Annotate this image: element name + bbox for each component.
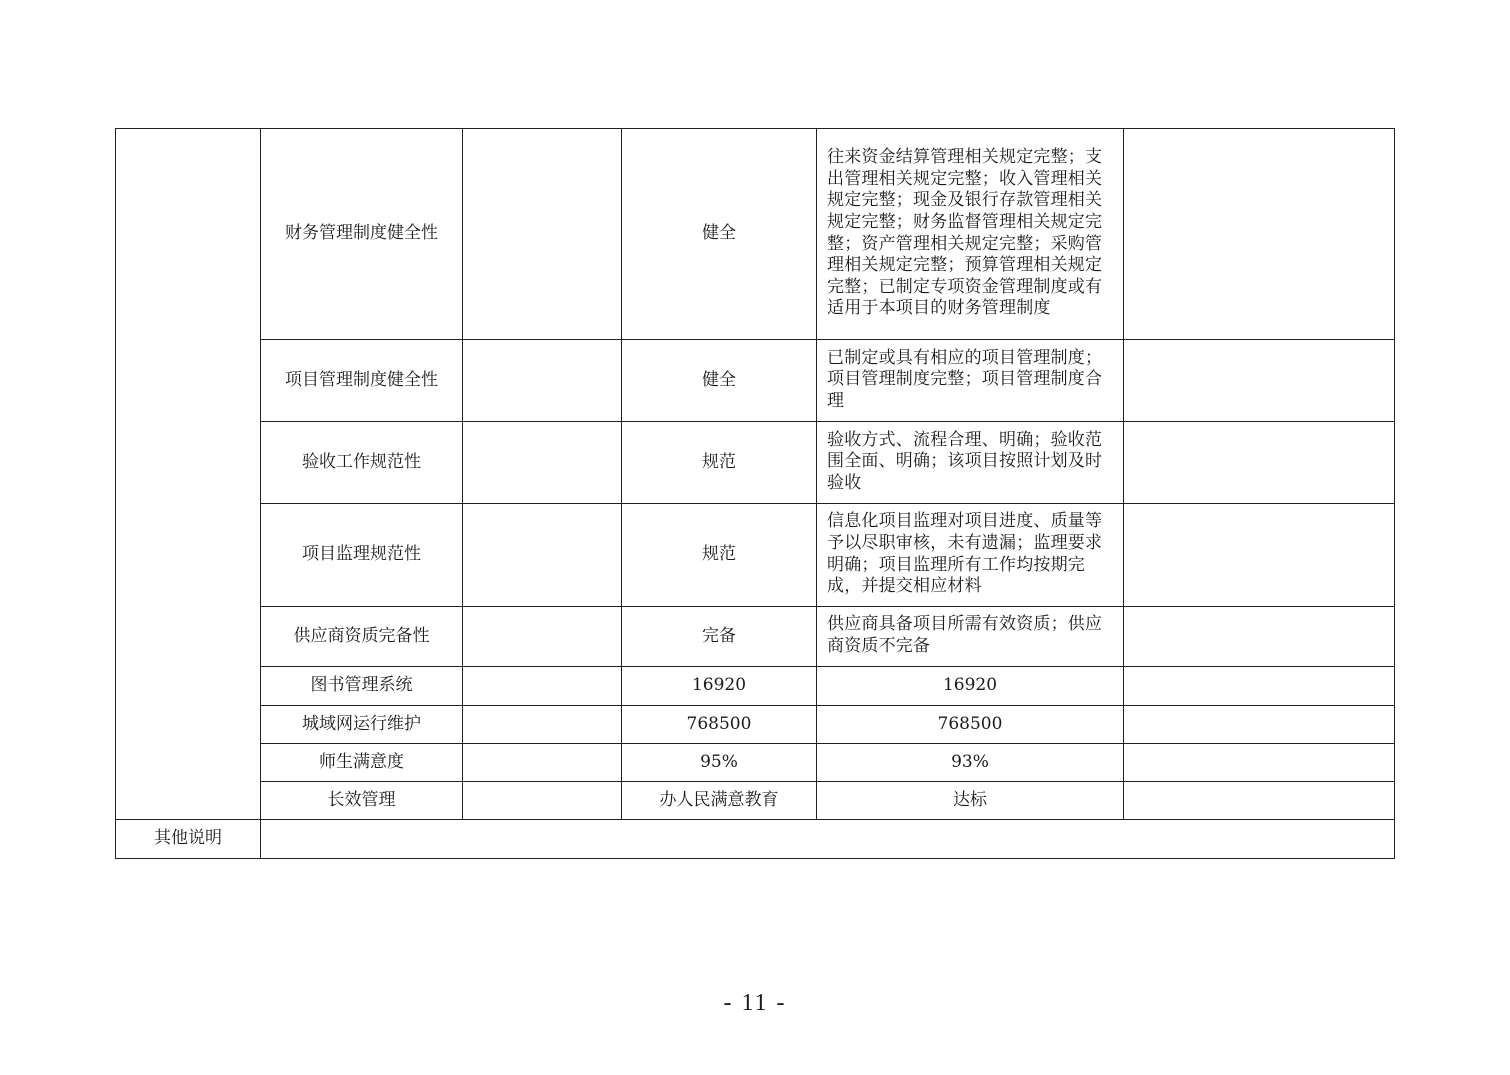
other-notes-value	[261, 820, 1395, 859]
weight-cell	[463, 504, 622, 607]
actual-value-cell: 往来资金结算管理相关规定完整；支出管理相关规定完整；收入管理相关规定完整；现金及银行存款管理相关规定完整；财务监督管理相关规定完整；资产管理相关规定完整；采购管理相关规定完整；预算管理相关规定完整；已制定专项资金管理制度或有适用于本项目的财务管理制度	[817, 129, 1124, 340]
remark-cell	[1124, 607, 1395, 667]
actual-value-cell: 验收方式、流程合理、明确；验收范围全面、明确；该项目按照计划及时验收	[817, 422, 1124, 504]
target-value-cell: 95%	[622, 744, 817, 782]
actual-value-cell: 供应商具备项目所需有效资质；供应商资质不完备	[817, 607, 1124, 667]
actual-value-cell: 达标	[817, 782, 1124, 820]
performance-table	[115, 128, 1395, 859]
remark-cell	[1124, 744, 1395, 782]
indicator-cell: 供应商资质完备性	[261, 607, 463, 667]
target-value-cell: 规范	[622, 422, 817, 504]
target-value-cell: 健全	[622, 340, 817, 422]
target-value-cell: 健全	[622, 129, 817, 340]
weight-cell	[463, 706, 622, 744]
indicator-cell: 城域网运行维护	[261, 706, 463, 744]
table-row	[116, 607, 1395, 667]
weight-cell	[463, 340, 622, 422]
table-row	[116, 504, 1395, 607]
remark-cell	[1124, 422, 1395, 504]
actual-value-cell: 信息化项目监理对项目进度、质量等予以尽职审核，未有遗漏；监理要求明确；项目监理所有工作均按期完成，并提交相应材料	[817, 504, 1124, 607]
indicator-cell: 图书管理系统	[261, 667, 463, 706]
target-value-cell: 规范	[622, 504, 817, 607]
other-notes-row	[116, 820, 1395, 859]
remark-cell	[1124, 129, 1395, 340]
weight-cell	[463, 607, 622, 667]
target-value-cell: 16920	[622, 667, 817, 706]
target-value-cell: 办人民满意教育	[622, 782, 817, 820]
indicator-cell: 财务管理制度健全性	[261, 129, 463, 340]
other-notes-label: 其他说明	[116, 820, 261, 859]
actual-value-cell: 16920	[817, 667, 1124, 706]
remark-cell	[1124, 782, 1395, 820]
weight-cell	[463, 422, 622, 504]
table-row	[116, 706, 1395, 744]
table-row	[116, 422, 1395, 504]
weight-cell	[463, 667, 622, 706]
page-number: - 11 -	[723, 990, 787, 1016]
remark-cell	[1124, 504, 1395, 607]
table-row	[116, 744, 1395, 782]
indicator-cell: 项目监理规范性	[261, 504, 463, 607]
category-merged-cell	[116, 129, 261, 820]
target-value-cell: 768500	[622, 706, 817, 744]
remark-cell	[1124, 340, 1395, 422]
table-row	[116, 667, 1395, 706]
actual-value-cell: 768500	[817, 706, 1124, 744]
table-row	[116, 782, 1395, 820]
table-row	[116, 129, 1395, 340]
target-value-cell: 完备	[622, 607, 817, 667]
remark-cell	[1124, 667, 1395, 706]
indicator-cell: 项目管理制度健全性	[261, 340, 463, 422]
actual-value-cell: 93%	[817, 744, 1124, 782]
weight-cell	[463, 782, 622, 820]
indicator-cell: 师生满意度	[261, 744, 463, 782]
indicator-cell: 长效管理	[261, 782, 463, 820]
indicator-cell: 验收工作规范性	[261, 422, 463, 504]
weight-cell	[463, 744, 622, 782]
table-row	[116, 340, 1395, 422]
actual-value-cell: 已制定或具有相应的项目管理制度；项目管理制度完整；项目管理制度合理	[817, 340, 1124, 422]
remark-cell	[1124, 706, 1395, 744]
weight-cell	[463, 129, 622, 340]
